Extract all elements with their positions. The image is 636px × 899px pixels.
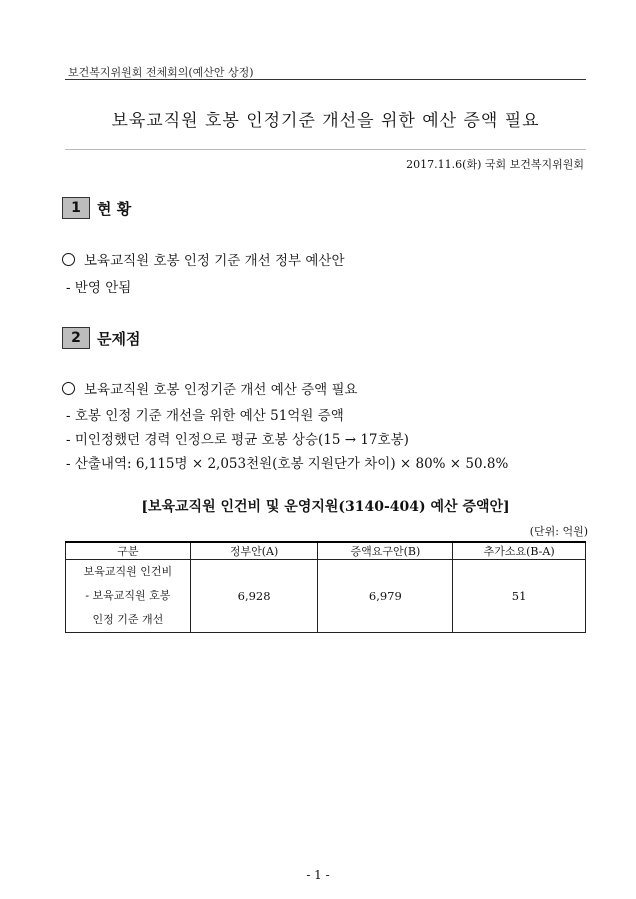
section-2-bullet-text: 보육교직원 호봉 인정기준 개선 예산 증액 필요 (84, 382, 358, 398)
header-rule (65, 79, 586, 80)
date-line: 2017.11.6(화) 국회 보건복지위원회 (406, 158, 584, 171)
section-2-number: 2 (62, 327, 90, 349)
section-1-bullet (62, 249, 345, 269)
item-cell (66, 560, 191, 633)
column-header: 정부안(A) (190, 542, 318, 560)
section-1-heading (62, 197, 131, 219)
table-header-row (66, 542, 586, 560)
committee-label: 보건복지위원회 전체회의(예산안 상정) (68, 66, 254, 79)
request-value-cell: 6,979 (318, 560, 453, 633)
section-2-heading (62, 327, 140, 349)
section-1-number: 1 (62, 197, 90, 219)
section-2-bullet (62, 378, 358, 398)
column-header: 증액요구안(B) (318, 542, 453, 560)
item-line: 인정 기준 개선 (92, 613, 164, 626)
section-1-bullet-text: 보육교직원 호봉 인정 기준 개선 정부 예산안 (84, 253, 345, 269)
document-title: 보육교직원 호봉 인정기준 개선을 위한 예산 증액 필요 (111, 111, 540, 131)
title-rule (65, 149, 586, 150)
column-header: 구분 (66, 542, 191, 560)
section-2-sub-item: - 호봉 인정 기준 개선을 위한 예산 51억원 증액 (66, 408, 344, 424)
circle-bullet-icon (62, 382, 75, 395)
section-1-sub-item: - 반영 안됨 (66, 280, 132, 296)
table-unit: (단위: 억원) (529, 525, 588, 538)
additional-value-cell: 51 (453, 560, 586, 633)
section-2-sub-item: - 미인정했던 경력 인정으로 평균 호봉 상승(15 → 17호봉) (66, 432, 409, 448)
section-2-sub-item: - 산출내역: 6,115명 × 2,053천원(호봉 지원단가 차이) × 80% × 50.8% (66, 456, 509, 472)
page-number: - 1 - (306, 868, 330, 882)
section-2-title: 문제점 (97, 329, 141, 348)
table-row (66, 560, 586, 633)
column-header: 추가소요(B-A) (453, 542, 586, 560)
government-value-cell: 6,928 (190, 560, 318, 633)
item-line: 보육교직원 인건비 (83, 565, 173, 578)
section-1-title: 현 황 (97, 199, 132, 218)
table-caption: [보육교직원 인건비 및 운영지원(3140-404) 예산 증액안] (141, 499, 510, 515)
circle-bullet-icon (62, 253, 75, 266)
item-line: - 보육교직원 호봉 (85, 589, 171, 602)
budget-table (65, 541, 586, 633)
